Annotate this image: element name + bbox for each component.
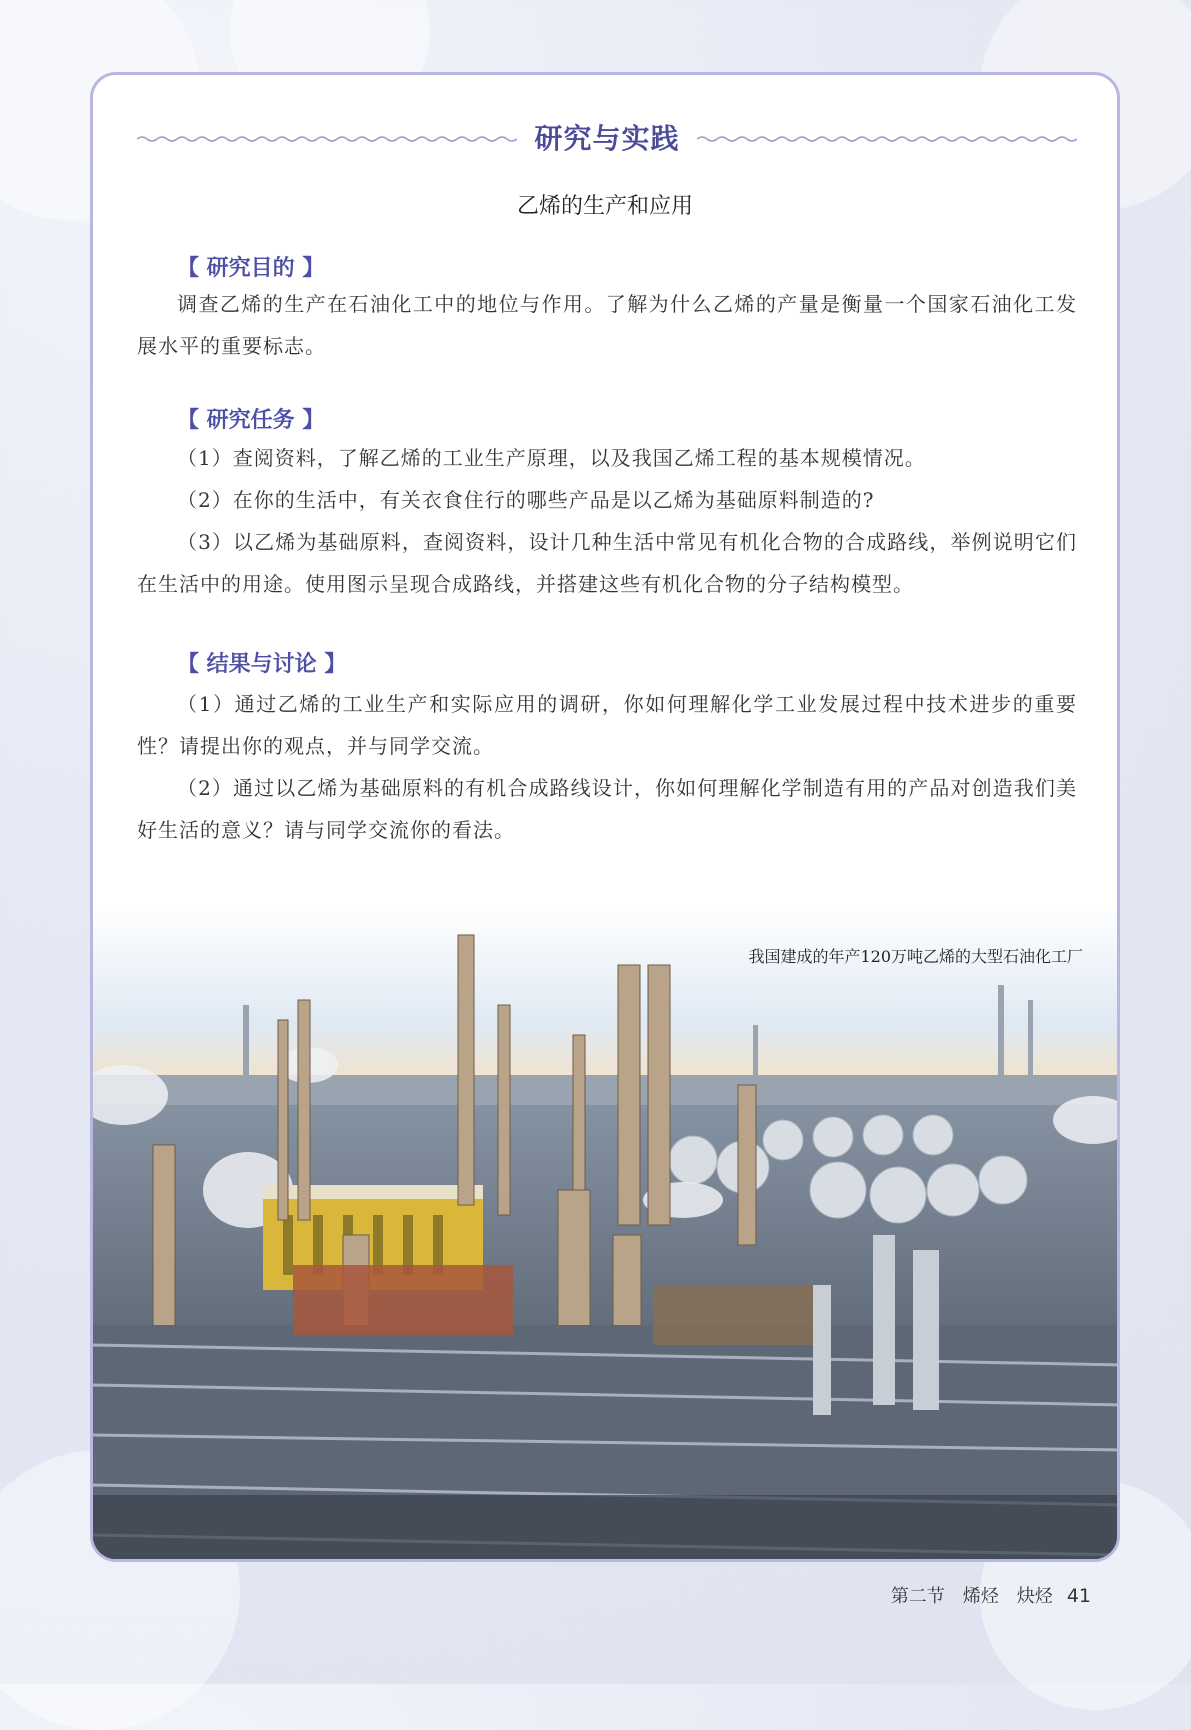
heading-tasks: 【 研究任务 】 — [177, 408, 325, 433]
page-footer — [891, 1582, 1091, 1611]
purpose-paragraph: 调查乙烯的生产在石油化工中的地位与作用。了解为什么乙烯的产量是衡量一个国家石油化工发展水平的重要标志。 — [137, 292, 1077, 358]
result-2-paragraph: （2）通过以乙烯为基础原料的有机合成路线设计，你如何理解化学制造有用的产品对创造我们美好生活的意义？请与同学交流你的看法。 — [137, 776, 1077, 842]
wave-divider-right — [697, 129, 1077, 149]
heading-purpose: 【 研究目的 】 — [177, 256, 325, 281]
photo-caption: 我国建成的年产120万吨乙烯的大型石油化工厂 — [748, 947, 1083, 966]
heading-results: 【 结果与讨论 】 — [177, 652, 347, 677]
document-title: 乙烯的生产和应用 — [516, 194, 693, 219]
result-1-paragraph: （1）通过乙烯的工业生产和实际应用的调研，你如何理解化学工业发展过程中技术进步的重要性？请提出你的观点，并与同学交流。 — [137, 692, 1077, 758]
banner-title: 研究与实践 — [534, 122, 680, 155]
task-1-paragraph: （1）查阅资料，了解乙烯的工业生产原理，以及我国乙烯工程的基本规模情况。 — [177, 446, 926, 470]
task-3-paragraph: （3）以乙烯为基础原料，查阅资料，设计几种生活中常见有机化合物的合成路线，举例说明它们在生活中的用途。使用图示呈现合成路线，并搭建这些有机化合物的分子结构模型。 — [137, 530, 1077, 596]
task-2-paragraph: （2）在你的生活中，有关衣食住行的哪些产品是以乙烯为基础原料制造的? — [177, 488, 875, 512]
section-banner — [137, 119, 1077, 159]
page-number: 41 — [1066, 1585, 1091, 1607]
footer-section-title: 第二节 烯烃 炔烃 — [890, 1586, 1053, 1607]
refinery-photo — [93, 905, 1120, 1562]
content-card — [90, 72, 1120, 1562]
